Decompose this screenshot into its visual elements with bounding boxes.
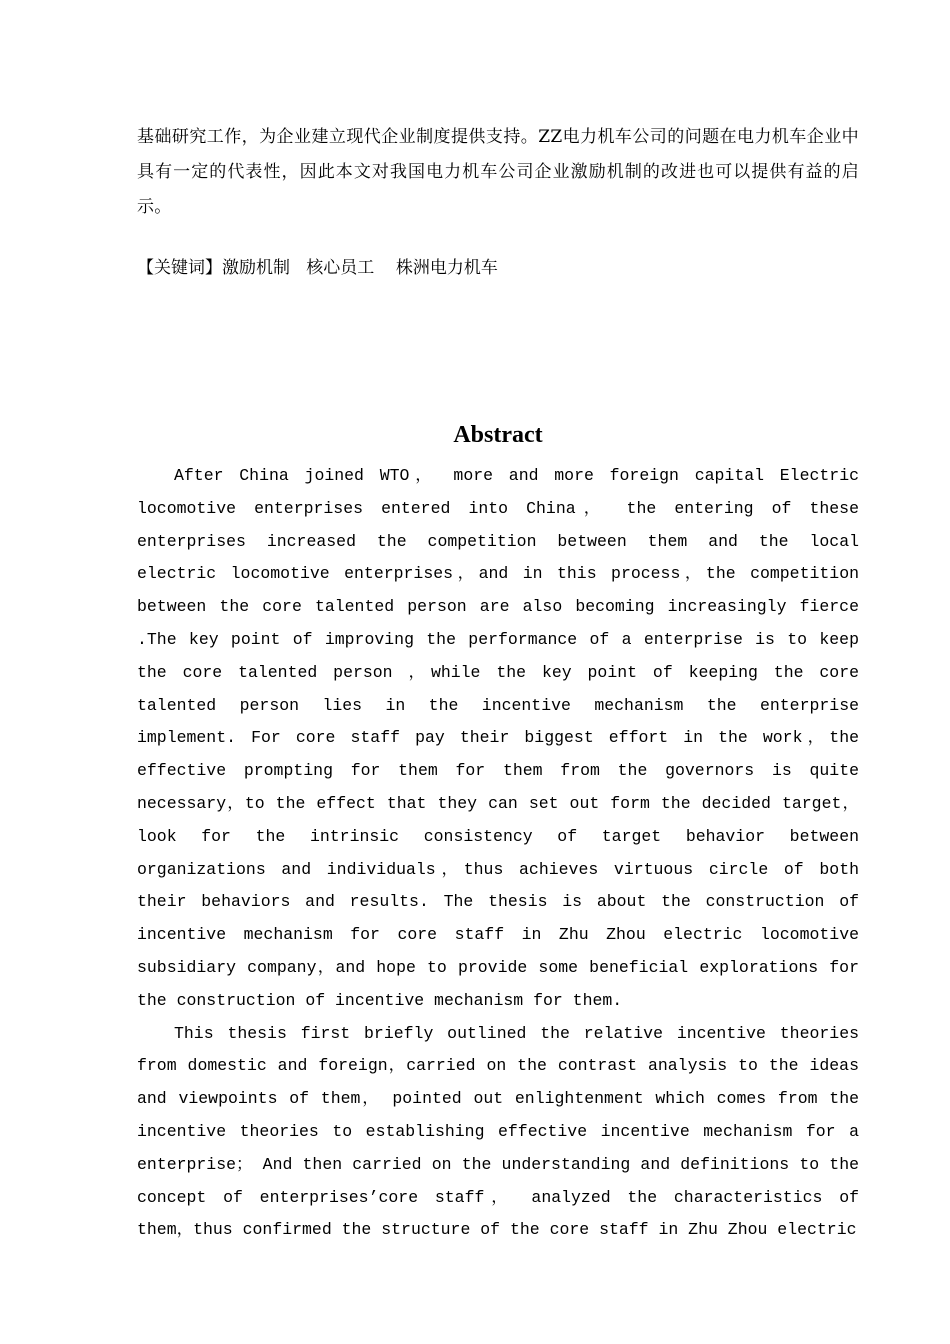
- abstract-heading: Abstract: [453, 422, 543, 448]
- chinese-abstract-tail: 基础研究工作，为企业建立现代企业制度提供支持。ZZ电力机车公司的问题在电力机车企业中具有一定的代表性，因此本文对我国电力机车公司企业激励机制的改进也可以提供有益的启示。: [137, 127, 859, 217]
- abstract-paragraph: This thesis first briefly outlined the relative incentive theories from domestic and foreign，carried on the contrast analysis to the ideas and viewpoints of them， pointed out enlightenment which comes from the incentive theories to establishing effective incentive mechanism for a enterprise； And then carried on the understanding and definitions to the concept of enterprises’core staff， analyzed the characteristics of them，thus confirmed the structure of the core staff in Zhu Zhou electric: [137, 1023, 859, 1240]
- keyword-item: 株洲电力机车: [395, 258, 498, 278]
- keywords-line: [137, 255, 498, 281]
- keyword-item: 激励机制: [222, 258, 290, 278]
- keywords-label: 【关键词】: [137, 258, 222, 278]
- document-page: [137, 120, 859, 1240]
- keyword-item: 核心员工: [306, 258, 375, 278]
- abstract-paragraph: After China joined WTO， more and more foreign capital Electric locomotive enterprises entered into China， the entering of these enterprises increased the competition between them and the local electric locomotive enterprises，and in this process，the competition between the core talented person are also becoming increasingly fierce .The key point of improving the performance of a enterprise is to keep the core talented person ，while the key point of keeping the core talented person lies in the incentive mechanism the enterprise implement. For core staff pay their biggest effort in the work，the effective prompting for them for them from the governors is quite necessary，to the effect that they can set out form the decided target，look for the intrinsic consistency of target behavior between organizations and individuals，thus achieves virtuous circle of both their behaviors and results. The thesis is about the construction of incentive mechanism for core staff in Zhu Zhou electric locomotive subsidiary company，and hope to provide some beneficial explorations for the construction of incentive mechanism for them.: [137, 466, 859, 1010]
- english-abstract-body: [137, 460, 859, 1247]
